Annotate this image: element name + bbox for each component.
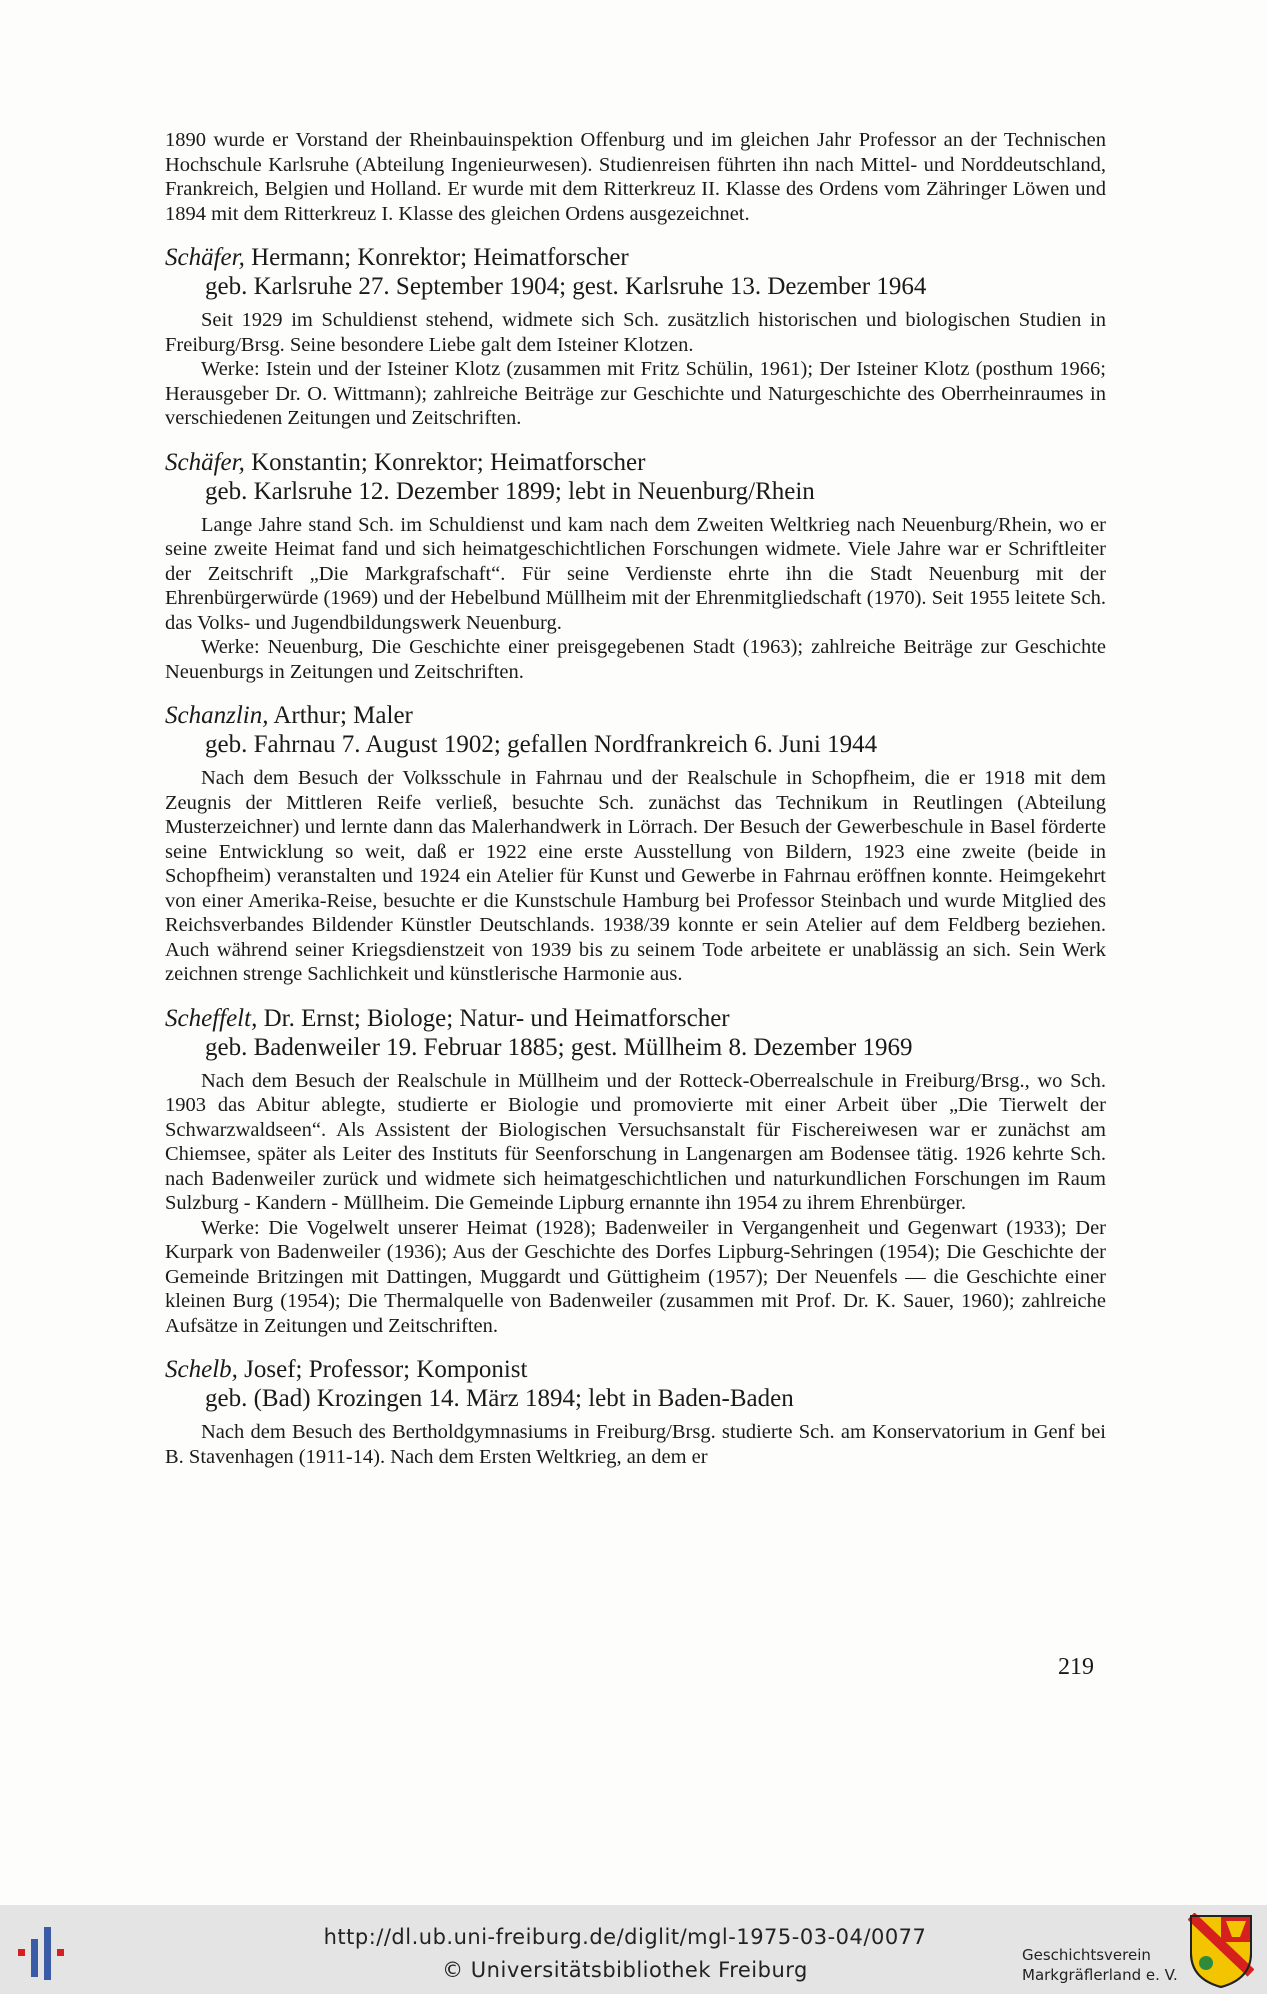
entry-heading — [165, 1356, 1106, 1384]
entry-schaefer-hermann — [165, 244, 1106, 431]
entry-paragraph: Nach dem Besuch des Bertholdgymnasiums in Freiburg/Brsg. studierte Sch. am Konservatorium in Genf bei B. Stavenhagen (1911-14). Nach dem Ersten Weltkrieg, an dem er — [165, 1421, 1106, 1468]
entry-heading — [165, 244, 1106, 272]
entry-works: Werke: Neuenburg, Die Geschichte einer preisgegebenen Stadt (1963); zahlreiche Beiträge zur Geschichte Neuenburgs in Zeitungen und Zeitschriften. — [165, 636, 1106, 683]
entry-role: Konstantin; Konrektor; Heimatforscher — [244, 448, 646, 476]
entry-schaefer-konstantin — [165, 449, 1106, 685]
entry-role: Josef; Professor; Komponist — [237, 1356, 528, 1383]
entry-role: Hermann; Konrektor; Heimatforscher — [244, 244, 629, 271]
entry-surname: Schelb, — [165, 1356, 238, 1383]
entry-role: Dr. Ernst; Biologe; Natur- und Heimatforscher — [257, 1004, 730, 1032]
society-name — [1022, 1945, 1182, 1985]
entry-heading — [165, 449, 1106, 477]
entry-paragraph: Nach dem Besuch der Volksschule in Fahrnau und der Realschule in Schopfheim, die er 1918 mit dem Zeugnis der Mittleren Reife verließ, besuchte Sch. zunächst das Technikum in Reutlingen (Abteilung Musterzeichner) und lernte dann das Malerhandwerk in Lörrach. Der Besuch der Gewerbeschule in Basel förderte seine Entwicklung so weit, daß er 1922 eine erste Ausstellung von Bildern, 1923 eine zweite (beide in Schopfheim) veranstalten und 1924 ein Atelier für Kunst und Gewerbe in Fahrnau eröffnen konnte. Heimgekehrt von einer Amerika-Reise, besuchte er die Kunstschule Hamburg bei Professor Steinbach und wurde Mitglied des Reichsverbandes Bildender Künstler Deutschlands. 1938/39 konnte er sein Atelier auf dem Feldberg beziehen. Auch während seiner Kriegsdienstzeit von 1939 bis zu seinem Tode arbeitete er unablässig an sich. Sein Werk zeichnen strenge Sachlichkeit und künstlerische Harmonie aus. — [165, 767, 1106, 985]
entry-role: Arthur; Maler — [268, 702, 413, 729]
society-name-line1: Geschichtsverein — [1022, 1946, 1151, 1964]
entry-paragraph: Nach dem Besuch der Realschule in Müllheim und der Rotteck-Oberrealschule in Freiburg/Brsg., wo Sch. 1903 das Abitur ablegte, studierte er Biologie und promovierte mit einer Arbeit über „Die Tierwelt der Schwarzwaldseen“. Als Assistent der Biologischen Versuchsanstalt für Fischereiwesen war er zunächst am Chiemsee, später als Leiter des Instituts für Seenforschung in Langenargen am Bodensee tätig. 1926 kehrte Sch. nach Badenweiler zurück und widmete sich heimatgeschichtlichen und naturkundlichen Forschungen im Raum Sulzburg - Kandern - Müllheim. Die Gemeinde Lipburg ernannte ihn 1954 zu ihrem Ehrenbürger. — [165, 1069, 1106, 1214]
intro-paragraph: 1890 wurde er Vorstand der Rheinbauinspektion Offenburg und im gleichen Jahr Professor an der Technischen Hochschule Karlsruhe (Abteilung Ingenieurwesen). Studienreisen führten ihn nach Mittel- und Norddeutschland, Frankreich, Belgien und Holland. Er wurde mit dem Ritterkreuz II. Klasse des Ordens vom Zähringer Löwen und 1894 mit dem Ritterkreuz I. Klasse des gleichen Ordens ausgezeichnet. — [165, 129, 1106, 225]
entry-surname: Schäfer, — [165, 244, 245, 271]
ub-freiburg-logo-icon[interactable] — [14, 1925, 78, 1981]
copyright-notice: © Universitätsbibliothek Freiburg — [442, 1958, 808, 1982]
entry-heading — [165, 1005, 1106, 1033]
permalink-url[interactable]: http://dl.ub.uni-freiburg.de/diglit/mgl-1975-03-04/0077 — [323, 1925, 927, 1949]
entry-scheffelt-ernst — [165, 1005, 1106, 1339]
entry-life-dates: geb. Fahrnau 7. August 1902; gefallen Nordfrankreich 6. Juni 1944 — [205, 731, 878, 758]
entry-paragraph: Seit 1929 im Schuldienst stehend, widmete sich Sch. zusätzlich historischen und biologischen Studien in Freiburg/Brsg. Seine besondere Liebe galt dem Isteiner Klotzen. — [165, 309, 1106, 356]
entry-life-dates: geb. Karlsruhe 27. September 1904; gest. Karlsruhe 13. Dezember 1964 — [205, 273, 927, 300]
entry-life-dates: geb. (Bad) Krozingen 14. März 1894; lebt in Baden-Baden — [205, 1385, 794, 1412]
page-content — [165, 128, 1106, 1469]
society-name-line2: Markgräflerland e. V. — [1022, 1966, 1178, 1984]
entry-heading — [165, 702, 1106, 730]
entry-works: Werke: Die Vogelwelt unserer Heimat (1928); Badenweiler in Vergangenheit und Gegenwart (1933); Der Kurpark von Badenweiler (1936); Aus der Geschichte des Dorfes Lipburg-Sehringen (1954); Die Geschichte der Gemeinde Britzingen mit Dattingen, Muggardt und Güttigheim (1957); Der Neuenfels — die Geschichte einer kleinen Burg (1954); Die Thermalquelle von Badenweiler (zusammen mit Prof. Dr. K. Sauer, 1960); zahlreiche Aufsätze in Zeitungen und Zeitschriften. — [165, 1216, 1106, 1337]
entry-schelb-josef — [165, 1356, 1106, 1469]
entry-surname: Scheffelt, — [165, 1004, 258, 1032]
entry-surname: Schäfer, — [165, 448, 245, 476]
entry-works: Werke: Istein und der Isteiner Klotz (zusammen mit Fritz Schülin, 1961); Der Isteiner Klotz (posthum 1966; Herausgeber Dr. O. Wittmann); zahlreiche Beiträge zur Geschichte und Naturgeschichte des Oberrheinraumes in verschiedenen Zeitungen und Zeitschriften. — [165, 358, 1106, 429]
coat-of-arms-icon — [1188, 1913, 1254, 1989]
entry-surname: Schanzlin, — [165, 702, 269, 729]
page-number: 219 — [1058, 1654, 1094, 1680]
entry-schanzlin-arthur — [165, 702, 1106, 987]
entry-life-dates: geb. Badenweiler 19. Februar 1885; gest. Müllheim 8. Dezember 1969 — [205, 1033, 913, 1061]
entry-paragraph: Lange Jahre stand Sch. im Schuldienst und kam nach dem Zweiten Weltkrieg nach Neuenburg/Rhein, wo er seine zweite Heimat fand und sich heimatgeschichtlichen Forschungen widmete. Viele Jahre war er Schriftleiter der Zeitschrift „Die Markgrafschaft“. Für seine Verdienste ehrte ihn die Stadt Neuenburg mit der Ehrenbürgerwürde (1969) und der Hebelbund Müllheim mit der Ehrenmitgliedschaft (1970). Seit 1955 leitete Sch. das Volks- und Jugendbildungswerk Neuenburg. — [165, 513, 1106, 634]
footer-bar — [0, 1905, 1267, 1994]
entry-life-dates: geb. Karlsruhe 12. Dezember 1899; lebt in Neuenburg/Rhein — [205, 477, 815, 505]
